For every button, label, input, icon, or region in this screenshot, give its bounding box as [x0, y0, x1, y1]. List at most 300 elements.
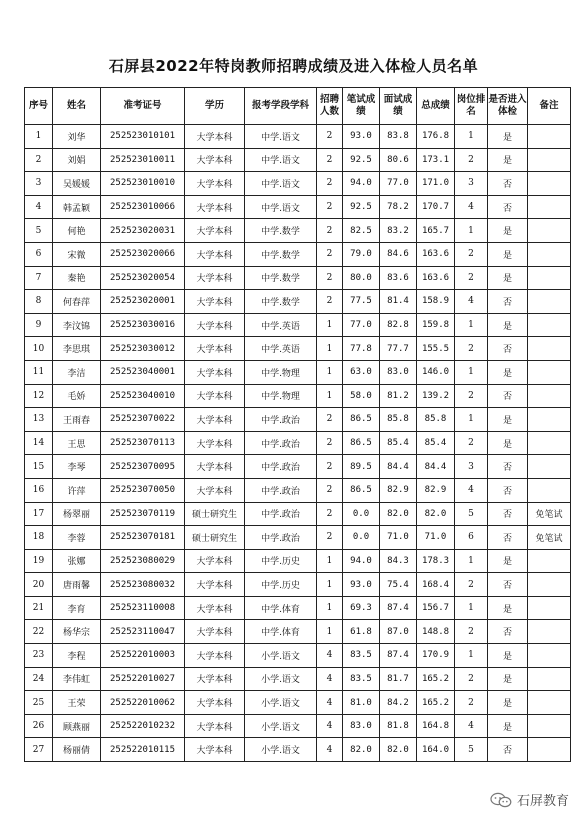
- cell-index: 1: [25, 125, 53, 149]
- cell-name: 毛娇: [53, 384, 101, 408]
- cell-interview-score: 84.6: [380, 242, 417, 266]
- cell-total-score: 71.0: [417, 526, 455, 550]
- cell-rank: 2: [455, 691, 488, 715]
- cell-remarks: [528, 408, 571, 432]
- cell-physical-exam: 是: [488, 219, 528, 243]
- cell-name: 李汶锦: [53, 313, 101, 337]
- cell-subject: 中学.政治: [245, 526, 317, 550]
- cell-interview-score: 83.6: [380, 266, 417, 290]
- cell-education: 大学本科: [185, 478, 245, 502]
- cell-total-score: 158.9: [417, 290, 455, 314]
- cell-index: 4: [25, 195, 53, 219]
- cell-written-score: 93.0: [343, 573, 380, 597]
- cell-remarks: [528, 125, 571, 149]
- cell-name: 秦艳: [53, 266, 101, 290]
- cell-subject: 中学.体育: [245, 596, 317, 620]
- cell-physical-exam: 是: [488, 691, 528, 715]
- cell-total-score: 146.0: [417, 360, 455, 384]
- cell-rank: 1: [455, 408, 488, 432]
- cell-rank: 2: [455, 667, 488, 691]
- cell-subject: 中学.语文: [245, 172, 317, 196]
- cell-index: 5: [25, 219, 53, 243]
- table-row: [25, 644, 571, 668]
- cell-interview-score: 87.0: [380, 620, 417, 644]
- cell-name: 李蓉: [53, 526, 101, 550]
- cell-physical-exam: 是: [488, 313, 528, 337]
- cell-quota: 1: [317, 337, 343, 361]
- cell-education: 大学本科: [185, 573, 245, 597]
- cell-subject: 中学.数学: [245, 219, 317, 243]
- cell-written-score: 83.5: [343, 667, 380, 691]
- cell-written-score: 86.5: [343, 478, 380, 502]
- cell-name: 李伟虹: [53, 667, 101, 691]
- table-row: [25, 195, 571, 219]
- cell-rank: 2: [455, 266, 488, 290]
- cell-exam-number: 252523040010: [101, 384, 185, 408]
- cell-interview-score: 82.0: [380, 502, 417, 526]
- cell-rank: 2: [455, 148, 488, 172]
- cell-total-score: 156.7: [417, 596, 455, 620]
- cell-remarks: [528, 313, 571, 337]
- cell-quota: 4: [317, 667, 343, 691]
- cell-exam-number: 252523070113: [101, 431, 185, 455]
- watermark-text: 石屏教育: [516, 794, 569, 809]
- cell-remarks: [528, 195, 571, 219]
- cell-name: 王思: [53, 431, 101, 455]
- cell-education: 大学本科: [185, 408, 245, 432]
- cell-education: 大学本科: [185, 596, 245, 620]
- cell-rank: 2: [455, 431, 488, 455]
- cell-education: 大学本科: [185, 148, 245, 172]
- cell-quota: 4: [317, 738, 343, 762]
- cell-rank: 2: [455, 573, 488, 597]
- cell-quota: 2: [317, 219, 343, 243]
- cell-name: 顾燕丽: [53, 714, 101, 738]
- cell-index: 19: [25, 549, 53, 573]
- cell-index: 26: [25, 714, 53, 738]
- cell-interview-score: 87.4: [380, 644, 417, 668]
- cell-exam-number: 252523080029: [101, 549, 185, 573]
- cell-written-score: 77.8: [343, 337, 380, 361]
- results-table: [24, 87, 571, 762]
- cell-remarks: [528, 455, 571, 479]
- table-row: [25, 337, 571, 361]
- cell-subject: 中学.政治: [245, 455, 317, 479]
- table-row: [25, 620, 571, 644]
- cell-subject: 中学.政治: [245, 502, 317, 526]
- cell-education: 大学本科: [185, 125, 245, 149]
- cell-name: 唐雨馨: [53, 573, 101, 597]
- cell-total-score: 155.5: [417, 337, 455, 361]
- cell-total-score: 164.8: [417, 714, 455, 738]
- cell-subject: 小学.语文: [245, 738, 317, 762]
- cell-total-score: 159.8: [417, 313, 455, 337]
- cell-interview-score: 81.2: [380, 384, 417, 408]
- cell-total-score: 165.2: [417, 691, 455, 715]
- cell-remarks: [528, 266, 571, 290]
- cell-name: 何春萍: [53, 290, 101, 314]
- cell-quota: 1: [317, 360, 343, 384]
- cell-exam-number: 252523020054: [101, 266, 185, 290]
- cell-rank: 1: [455, 219, 488, 243]
- cell-written-score: 82.5: [343, 219, 380, 243]
- cell-exam-number: 252523020001: [101, 290, 185, 314]
- cell-subject: 中学.英语: [245, 337, 317, 361]
- cell-remarks: [528, 384, 571, 408]
- cell-education: 大学本科: [185, 195, 245, 219]
- cell-name: 刘华: [53, 125, 101, 149]
- cell-subject: 小学.语文: [245, 691, 317, 715]
- header-exam-number: 准考证号: [101, 88, 185, 125]
- watermark: [490, 790, 569, 809]
- cell-written-score: 63.0: [343, 360, 380, 384]
- table-row: [25, 219, 571, 243]
- cell-written-score: 83.0: [343, 714, 380, 738]
- cell-quota: 2: [317, 172, 343, 196]
- table-row: [25, 408, 571, 432]
- cell-rank: 3: [455, 455, 488, 479]
- cell-subject: 小学.语文: [245, 714, 317, 738]
- cell-education: 硕士研究生: [185, 502, 245, 526]
- cell-remarks: [528, 478, 571, 502]
- cell-total-score: 85.4: [417, 431, 455, 455]
- cell-physical-exam: 是: [488, 714, 528, 738]
- cell-name: 李育: [53, 596, 101, 620]
- cell-written-score: 93.0: [343, 125, 380, 149]
- cell-subject: 中学.历史: [245, 549, 317, 573]
- cell-interview-score: 84.3: [380, 549, 417, 573]
- cell-index: 27: [25, 738, 53, 762]
- cell-written-score: 81.0: [343, 691, 380, 715]
- cell-interview-score: 82.9: [380, 478, 417, 502]
- cell-index: 16: [25, 478, 53, 502]
- page-title: 石屏县2022年特岗教师招聘成绩及进入体检人员名单: [108, 57, 479, 75]
- cell-name: 李洁: [53, 360, 101, 384]
- cell-total-score: 148.8: [417, 620, 455, 644]
- cell-exam-number: 252523010011: [101, 148, 185, 172]
- cell-remarks: [528, 549, 571, 573]
- cell-education: 硕士研究生: [185, 526, 245, 550]
- cell-index: 21: [25, 596, 53, 620]
- table-row: [25, 691, 571, 715]
- cell-exam-number: 252523030016: [101, 313, 185, 337]
- cell-interview-score: 82.0: [380, 738, 417, 762]
- cell-interview-score: 83.8: [380, 125, 417, 149]
- cell-quota: 2: [317, 290, 343, 314]
- cell-physical-exam: 是: [488, 266, 528, 290]
- table-row: [25, 360, 571, 384]
- cell-remarks: [528, 573, 571, 597]
- header-rank: 岗位排名: [455, 88, 488, 125]
- cell-name: 韩孟颖: [53, 195, 101, 219]
- cell-remarks: [528, 596, 571, 620]
- cell-name: 杨翠丽: [53, 502, 101, 526]
- cell-physical-exam: 否: [488, 502, 528, 526]
- cell-subject: 中学.体育: [245, 620, 317, 644]
- cell-index: 20: [25, 573, 53, 597]
- cell-interview-score: 83.0: [380, 360, 417, 384]
- cell-education: 大学本科: [185, 219, 245, 243]
- cell-physical-exam: 是: [488, 360, 528, 384]
- cell-index: 18: [25, 526, 53, 550]
- table-row: [25, 573, 571, 597]
- cell-written-score: 0.0: [343, 526, 380, 550]
- cell-total-score: 178.3: [417, 549, 455, 573]
- table-row: [25, 384, 571, 408]
- cell-exam-number: 252523020031: [101, 219, 185, 243]
- cell-rank: 4: [455, 290, 488, 314]
- cell-subject: 小学.语文: [245, 644, 317, 668]
- cell-written-score: 86.5: [343, 431, 380, 455]
- cell-physical-exam: 是: [488, 408, 528, 432]
- cell-exam-number: 252522010003: [101, 644, 185, 668]
- cell-exam-number: 252523010010: [101, 172, 185, 196]
- cell-total-score: 85.8: [417, 408, 455, 432]
- table-row: [25, 596, 571, 620]
- cell-physical-exam: 否: [488, 738, 528, 762]
- cell-remarks: [528, 431, 571, 455]
- cell-remarks: 免笔试: [528, 502, 571, 526]
- cell-interview-score: 85.8: [380, 408, 417, 432]
- cell-written-score: 80.0: [343, 266, 380, 290]
- cell-rank: 2: [455, 337, 488, 361]
- cell-quota: 1: [317, 596, 343, 620]
- cell-total-score: 168.4: [417, 573, 455, 597]
- cell-education: 大学本科: [185, 714, 245, 738]
- cell-written-score: 77.0: [343, 313, 380, 337]
- cell-remarks: [528, 691, 571, 715]
- cell-subject: 中学.英语: [245, 313, 317, 337]
- cell-physical-exam: 是: [488, 549, 528, 573]
- cell-exam-number: 252523070022: [101, 408, 185, 432]
- cell-rank: 4: [455, 195, 488, 219]
- cell-total-score: 170.9: [417, 644, 455, 668]
- cell-education: 大学本科: [185, 549, 245, 573]
- cell-quota: 1: [317, 549, 343, 573]
- cell-rank: 1: [455, 313, 488, 337]
- cell-name: 吴媛媛: [53, 172, 101, 196]
- cell-remarks: [528, 714, 571, 738]
- header-quota: 招聘人数: [317, 88, 343, 125]
- cell-subject: 中学.数学: [245, 290, 317, 314]
- cell-total-score: 165.2: [417, 667, 455, 691]
- cell-physical-exam: 否: [488, 478, 528, 502]
- header-total-score: 总成绩: [417, 88, 455, 125]
- cell-exam-number: 252523070181: [101, 526, 185, 550]
- cell-physical-exam: 是: [488, 667, 528, 691]
- table-row: [25, 714, 571, 738]
- cell-education: 大学本科: [185, 242, 245, 266]
- cell-remarks: [528, 148, 571, 172]
- table-row: [25, 266, 571, 290]
- cell-subject: 中学.政治: [245, 431, 317, 455]
- cell-quota: 2: [317, 478, 343, 502]
- cell-rank: 2: [455, 384, 488, 408]
- cell-rank: 5: [455, 502, 488, 526]
- table-row: [25, 172, 571, 196]
- cell-exam-number: 252523080032: [101, 573, 185, 597]
- table-header-row: [25, 88, 571, 125]
- cell-quota: 2: [317, 526, 343, 550]
- cell-physical-exam: 是: [488, 148, 528, 172]
- cell-physical-exam: 是: [488, 242, 528, 266]
- cell-rank: 2: [455, 620, 488, 644]
- cell-remarks: [528, 644, 571, 668]
- cell-education: 大学本科: [185, 313, 245, 337]
- table-row: [25, 502, 571, 526]
- cell-index: 22: [25, 620, 53, 644]
- cell-name: 王荣: [53, 691, 101, 715]
- cell-quota: 2: [317, 266, 343, 290]
- cell-interview-score: 84.2: [380, 691, 417, 715]
- cell-physical-exam: 否: [488, 620, 528, 644]
- cell-education: 大学本科: [185, 290, 245, 314]
- cell-rank: 1: [455, 125, 488, 149]
- cell-name: 何艳: [53, 219, 101, 243]
- cell-subject: 中学.语文: [245, 195, 317, 219]
- cell-remarks: [528, 172, 571, 196]
- cell-rank: 4: [455, 478, 488, 502]
- cell-quota: 2: [317, 431, 343, 455]
- cell-education: 大学本科: [185, 455, 245, 479]
- cell-total-score: 164.0: [417, 738, 455, 762]
- cell-index: 17: [25, 502, 53, 526]
- cell-education: 大学本科: [185, 431, 245, 455]
- cell-education: 大学本科: [185, 360, 245, 384]
- header-index: 序号: [25, 88, 53, 125]
- wechat-official-account-icon: [490, 792, 512, 808]
- cell-total-score: 163.6: [417, 266, 455, 290]
- cell-interview-score: 83.2: [380, 219, 417, 243]
- cell-index: 10: [25, 337, 53, 361]
- cell-written-score: 92.5: [343, 195, 380, 219]
- cell-subject: 中学.数学: [245, 266, 317, 290]
- cell-education: 大学本科: [185, 337, 245, 361]
- cell-name: 杨华宗: [53, 620, 101, 644]
- cell-education: 大学本科: [185, 384, 245, 408]
- cell-total-score: 82.9: [417, 478, 455, 502]
- cell-quota: 4: [317, 691, 343, 715]
- cell-rank: 1: [455, 549, 488, 573]
- cell-rank: 4: [455, 714, 488, 738]
- header-subject: 报考学段学科: [245, 88, 317, 125]
- cell-remarks: [528, 738, 571, 762]
- cell-subject: 中学.历史: [245, 573, 317, 597]
- cell-exam-number: 252522010115: [101, 738, 185, 762]
- cell-written-score: 94.0: [343, 549, 380, 573]
- cell-rank: 1: [455, 596, 488, 620]
- cell-remarks: [528, 290, 571, 314]
- cell-exam-number: 252523110008: [101, 596, 185, 620]
- cell-written-score: 82.0: [343, 738, 380, 762]
- cell-education: 大学本科: [185, 644, 245, 668]
- cell-quota: 4: [317, 644, 343, 668]
- cell-name: 张娜: [53, 549, 101, 573]
- cell-subject: 中学.政治: [245, 408, 317, 432]
- cell-remarks: 免笔试: [528, 526, 571, 550]
- cell-subject: 中学.物理: [245, 360, 317, 384]
- cell-quota: 1: [317, 384, 343, 408]
- cell-written-score: 89.5: [343, 455, 380, 479]
- cell-written-score: 77.5: [343, 290, 380, 314]
- header-name: 姓名: [53, 88, 101, 125]
- cell-interview-score: 77.0: [380, 172, 417, 196]
- cell-physical-exam: 是: [488, 596, 528, 620]
- cell-interview-score: 87.4: [380, 596, 417, 620]
- cell-physical-exam: 是: [488, 431, 528, 455]
- cell-education: 大学本科: [185, 691, 245, 715]
- cell-index: 7: [25, 266, 53, 290]
- cell-index: 23: [25, 644, 53, 668]
- cell-written-score: 61.8: [343, 620, 380, 644]
- cell-interview-score: 85.4: [380, 431, 417, 455]
- cell-quota: 2: [317, 408, 343, 432]
- cell-physical-exam: 否: [488, 337, 528, 361]
- cell-exam-number: 252523030012: [101, 337, 185, 361]
- cell-interview-score: 81.8: [380, 714, 417, 738]
- cell-quota: 2: [317, 455, 343, 479]
- header-interview-score: 面试成绩: [380, 88, 417, 125]
- cell-rank: 6: [455, 526, 488, 550]
- cell-remarks: [528, 667, 571, 691]
- table-row: [25, 738, 571, 762]
- cell-interview-score: 71.0: [380, 526, 417, 550]
- cell-quota: 1: [317, 313, 343, 337]
- cell-subject: 中学.语文: [245, 125, 317, 149]
- cell-written-score: 92.5: [343, 148, 380, 172]
- cell-quota: 1: [317, 573, 343, 597]
- cell-remarks: [528, 337, 571, 361]
- cell-exam-number: 252523020066: [101, 242, 185, 266]
- cell-exam-number: 252522010027: [101, 667, 185, 691]
- cell-written-score: 94.0: [343, 172, 380, 196]
- cell-name: 杨丽倩: [53, 738, 101, 762]
- cell-index: 14: [25, 431, 53, 455]
- table-row: [25, 478, 571, 502]
- cell-subject: 小学.语文: [245, 667, 317, 691]
- cell-education: 大学本科: [185, 172, 245, 196]
- cell-name: 李思琪: [53, 337, 101, 361]
- cell-quota: 2: [317, 195, 343, 219]
- cell-interview-score: 78.2: [380, 195, 417, 219]
- cell-name: 刘娟: [53, 148, 101, 172]
- cell-written-score: 86.5: [343, 408, 380, 432]
- cell-quota: 2: [317, 148, 343, 172]
- cell-remarks: [528, 620, 571, 644]
- cell-index: 15: [25, 455, 53, 479]
- table-row: [25, 526, 571, 550]
- cell-written-score: 0.0: [343, 502, 380, 526]
- cell-remarks: [528, 219, 571, 243]
- cell-quota: 1: [317, 620, 343, 644]
- cell-physical-exam: 否: [488, 573, 528, 597]
- cell-physical-exam: 否: [488, 195, 528, 219]
- cell-exam-number: 252522010062: [101, 691, 185, 715]
- cell-rank: 5: [455, 738, 488, 762]
- cell-name: 李程: [53, 644, 101, 668]
- cell-quota: 2: [317, 125, 343, 149]
- cell-interview-score: 81.4: [380, 290, 417, 314]
- cell-total-score: 165.7: [417, 219, 455, 243]
- cell-total-score: 170.7: [417, 195, 455, 219]
- cell-written-score: 83.5: [343, 644, 380, 668]
- table-row: [25, 549, 571, 573]
- cell-index: 9: [25, 313, 53, 337]
- cell-index: 8: [25, 290, 53, 314]
- cell-name: 宋微: [53, 242, 101, 266]
- cell-subject: 中学.物理: [245, 384, 317, 408]
- cell-interview-score: 84.4: [380, 455, 417, 479]
